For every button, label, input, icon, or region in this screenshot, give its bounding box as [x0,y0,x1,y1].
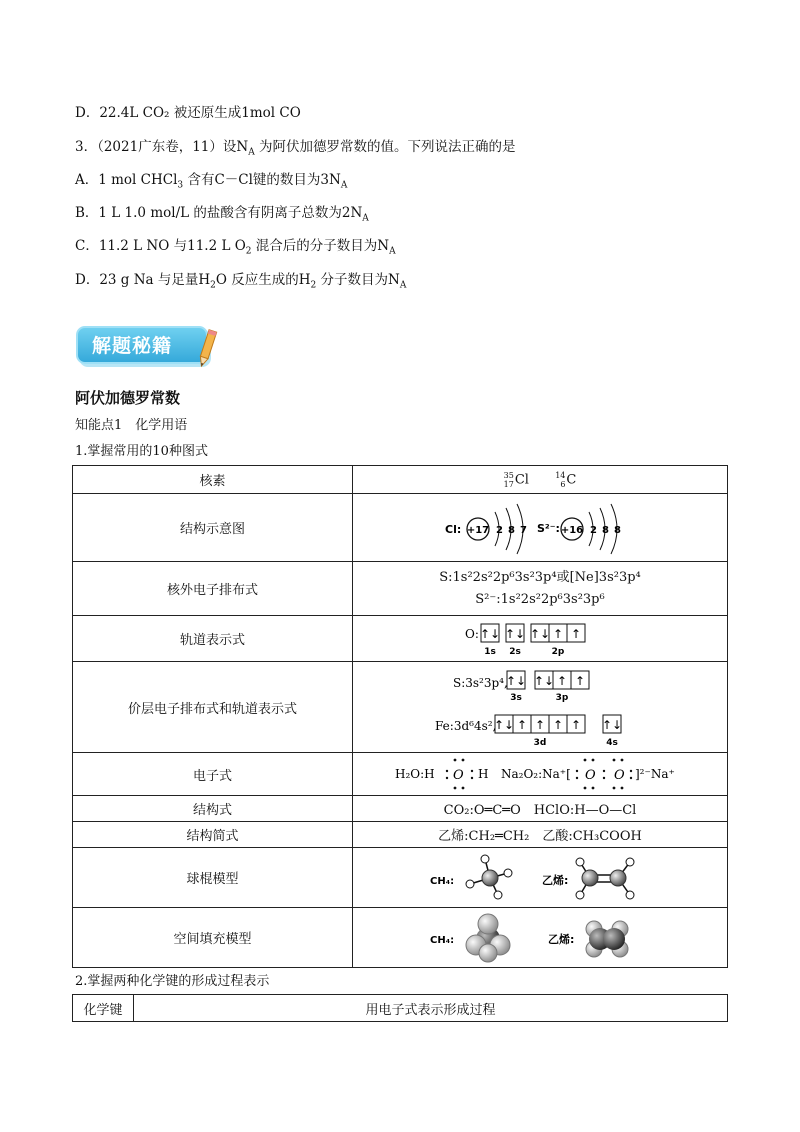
formation-header: 用电子式表示形成过程 [134,995,728,1022]
simplified-formula: 乙烯:CH₂═CH₂ 乙酸:CH₃COOH [353,822,728,848]
svg-text:↑: ↑ [570,718,582,732]
svg-text:↑: ↑ [570,626,582,641]
section-heading: 阿伏加德罗常数 [75,389,181,407]
space-filling-cell [353,908,728,968]
svg-text:↑↓: ↑↓ [504,626,526,641]
electron-dot-formulas [395,755,685,793]
svg-text:Na₂O₂:Na⁺[: Na₂O₂:Na⁺[ [501,767,571,781]
valence-cell [353,662,728,753]
row-label: 价层电子排布式和轨道表示式 [73,662,353,753]
svg-text:CH₄:: CH₄: [430,934,455,946]
svg-text:CH₄:: CH₄: [430,875,455,887]
option-c: C．11.2 L NO 与11.2 L $O_2$ 混合后的分子数目为$N_A$ [75,238,396,257]
svg-text:S:3s²3p⁴,: S:3s²3p⁴, [453,676,508,690]
valence-orbital-diagram [435,665,645,749]
option-b: B．1 L 1.0 mol/L 的盐酸含有阴离子总数为$2N_A$ [75,205,369,224]
electron-config-cell [353,562,728,616]
orbital-diagram-o [465,620,615,658]
point-2: 2.掌握两种化学键的形成过程表示 [75,974,270,989]
svg-text:+16: +16 [560,524,584,536]
svg-text:O: O [453,768,464,783]
svg-text:↑: ↑ [552,626,564,641]
svg-text:H: H [478,767,489,781]
row-label: 轨道表示式 [73,616,353,662]
svg-text:↑↓: ↑↓ [479,626,501,641]
table-row [73,494,728,562]
svg-text:↑: ↑ [556,674,568,688]
nuclide-cell: 35 17Cl 14 6C [353,466,728,494]
orbital-cell [353,616,728,662]
svg-text:8: 8 [614,524,621,536]
pencil-icon [196,328,218,370]
svg-text:8: 8 [602,524,609,536]
row-label: 核素 [73,466,353,494]
structural-formula: CO₂:O═C═O HClO:H—O—Cl [353,796,728,822]
row-label: 空间填充模型 [73,908,353,968]
config-s2: S²⁻:1s²2s²2p⁶3s²3p⁶ [475,591,605,607]
svg-text:↑↓: ↑↓ [505,674,527,688]
svg-text:8: 8 [508,524,515,536]
svg-text:2p: 2p [551,646,565,657]
svg-text:3d: 3d [533,738,547,748]
row-label: 结构简式 [73,822,353,848]
row-label: 球棍模型 [73,848,353,908]
svg-text:Cl:: Cl: [445,522,462,536]
svg-text:3p: 3p [555,693,569,703]
svg-text:O: O [614,768,625,783]
svg-text:↑↓: ↑↓ [529,626,551,641]
svg-text:↑: ↑ [516,718,528,732]
svg-text:↑: ↑ [534,718,546,732]
svg-text:1s: 1s [484,646,496,657]
svg-text:乙烯:: 乙烯: [542,873,569,887]
table-row [73,662,728,753]
section-banner [72,322,217,368]
electron-dot-cell [353,753,728,796]
table-row [73,753,728,796]
row-label: 核外电子排布式 [73,562,353,616]
svg-text:Fe:3d⁶4s²,: Fe:3d⁶4s², [435,719,497,733]
ball-and-stick-models [430,851,650,905]
table-row [73,466,728,494]
svg-text:↑: ↑ [574,674,586,688]
option-d: D．23 g Na 与足量$H_2O$ 反应生成的$H_2$ 分子数目为$N_A$ [75,272,407,291]
svg-text:↑↓: ↑↓ [601,718,623,732]
option-d-previous: D．22.4L CO₂ 被还原生成1mol CO [75,105,301,121]
row-label: 电子式 [73,753,353,796]
notation-table [72,465,728,968]
row-label: 结构式 [73,796,353,822]
option-a: A．1 mol CHCl$_3$ 含有C－Cl键的数目为$3N_A$ [75,172,348,191]
question-3: 3．（2021广东卷，11）设$N_A$ 为阿伏加德罗常数的值。下列说法正确的是 [75,139,516,158]
svg-text:O:: O: [465,626,479,641]
table-row [73,562,728,616]
svg-text:2: 2 [496,524,503,536]
knowledge-point: 知能点1 化学用语 [75,418,188,433]
svg-text:2: 2 [590,524,597,536]
table-row [73,995,728,1022]
svg-text:]²⁻Na⁺: ]²⁻Na⁺ [635,767,675,781]
svg-text:乙烯:: 乙烯: [548,932,575,946]
table-row [73,616,728,662]
svg-text:4s: 4s [606,738,618,748]
ball-stick-cell [353,848,728,908]
svg-text:↑: ↑ [552,718,564,732]
atomic-structure-diagram [445,500,635,556]
table-row [73,822,728,848]
point-1: 1.掌握常用的10种图式 [75,444,208,459]
row-label: 结构示意图 [73,494,353,562]
config-s: S:1s²2s²2p⁶3s²3p⁴或[Ne]3s²3p⁴ [439,569,641,585]
space-filling-models [430,911,650,965]
table-row [73,796,728,822]
svg-text:↑↓: ↑↓ [533,674,555,688]
svg-text:↑↓: ↑↓ [493,718,515,732]
svg-text:H₂O:H: H₂O:H [395,767,435,781]
svg-text:+17: +17 [466,524,490,536]
svg-text:3s: 3s [510,693,522,703]
svg-text:O: O [585,768,596,783]
bond-table [72,994,728,1022]
svg-text:S²⁻:: S²⁻: [537,521,560,535]
banner-text: 解题秘籍 [92,335,173,357]
table-row [73,908,728,968]
svg-text:7: 7 [520,524,527,536]
svg-text:2s: 2s [509,646,521,657]
bond-header: 化学键 [73,995,134,1022]
atomic-structure-cell [353,494,728,562]
table-row [73,848,728,908]
